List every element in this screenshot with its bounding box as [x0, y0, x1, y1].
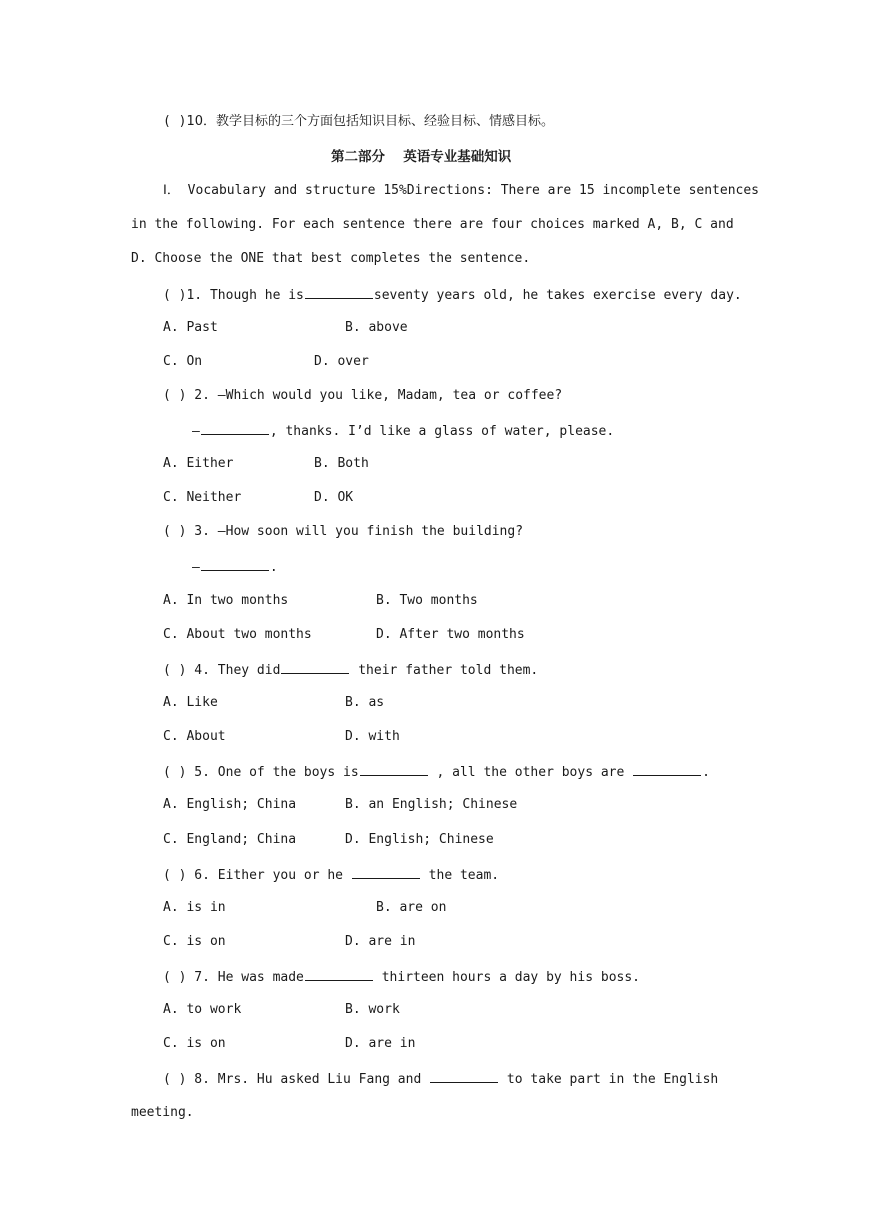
section-title: 第二部分 英语专业基础知识	[331, 149, 512, 165]
question-3-reply	[192, 557, 278, 575]
option-b: B. are on	[376, 900, 447, 915]
question-text: 10．教学目标的三个方面包括知识目标、经验目标、情感目标。	[186, 114, 555, 129]
question-10	[163, 113, 554, 131]
question-2-reply	[192, 421, 614, 439]
answer-blank	[201, 557, 269, 571]
question-6	[163, 865, 499, 883]
option-c: C. is on	[163, 934, 226, 949]
directions-line-3: D. Choose the ONE that best completes the sentence.	[131, 251, 531, 266]
question-stem-end: to take part in the English	[499, 1072, 719, 1087]
question-1	[163, 285, 742, 303]
answer-blank	[201, 421, 269, 435]
option-c: C. About	[163, 729, 226, 744]
option-a: A. is in	[163, 900, 226, 915]
answer-blank	[352, 865, 420, 879]
question-stem: ( ) 6. Either you or he	[163, 868, 351, 883]
option-d: D. over	[314, 354, 369, 369]
answer-blank-1	[360, 762, 428, 776]
option-a: A. English; China	[163, 797, 297, 812]
question-8	[163, 1069, 718, 1087]
question-stem: ( ) 4. They did	[163, 663, 281, 678]
option-d: D. English; Chinese	[345, 832, 494, 847]
question-2: ( ) 2. —Which would you like, Madam, tea or coffee?	[163, 388, 563, 403]
option-d: D. are in	[345, 934, 416, 949]
option-d: D. OK	[314, 490, 354, 505]
option-b: B. above	[345, 320, 408, 335]
question-stem: ( )1. Though he is	[163, 288, 304, 303]
answer-bracket: ( )	[163, 114, 187, 129]
question-3: ( ) 3. —How soon will you finish the building?	[163, 524, 524, 539]
question-stem-end: their father told them.	[350, 663, 539, 678]
answer-blank	[281, 660, 349, 674]
option-b: B. as	[345, 695, 385, 710]
directions-line-1: Ⅰ． Vocabulary and structure 15%Directions: There are 15 incomplete sentences	[163, 183, 760, 198]
dash: —	[192, 424, 200, 439]
question-stem-end: the team.	[420, 868, 500, 883]
option-c: C. About two months	[163, 627, 312, 642]
question-stem-end: seventy years old, he takes exercise every day.	[373, 288, 742, 303]
option-d: D. After two months	[376, 627, 525, 642]
question-stem: ( ) 5. One of the boys is	[163, 765, 359, 780]
question-7	[163, 967, 640, 985]
question-stem-mid: , all the other boys are	[428, 765, 633, 780]
directions-line-2: in the following. For each sentence there are four choices marked A, B, C and	[131, 217, 734, 232]
question-5	[163, 762, 710, 780]
reply-text: .	[269, 560, 278, 575]
option-a: A. Past	[163, 320, 218, 335]
option-d: D. with	[345, 729, 400, 744]
question-8-continuation: meeting.	[131, 1105, 194, 1120]
option-b: B. Both	[314, 456, 369, 471]
option-c: C. Neither	[163, 490, 242, 505]
option-c: C. England; China	[163, 832, 297, 847]
option-b: B. work	[345, 1002, 400, 1017]
option-a: A. Either	[163, 456, 234, 471]
option-a: A. In two months	[163, 593, 289, 608]
answer-blank	[305, 967, 373, 981]
reply-text: , thanks. I’d like a glass of water, please.	[269, 424, 615, 439]
option-b: B. an English; Chinese	[345, 797, 518, 812]
answer-blank-2	[633, 762, 701, 776]
question-stem: ( ) 8. Mrs. Hu asked Liu Fang and	[163, 1072, 430, 1087]
option-a: A. Like	[163, 695, 218, 710]
option-b: B. Two months	[376, 593, 478, 608]
question-stem: ( ) 7. He was made	[163, 970, 304, 985]
option-d: D. are in	[345, 1036, 416, 1051]
option-c: C. On	[163, 354, 203, 369]
option-c: C. is on	[163, 1036, 226, 1051]
answer-blank	[305, 285, 373, 299]
option-a: A. to work	[163, 1002, 242, 1017]
dash: —	[192, 560, 200, 575]
question-stem-end: .	[702, 765, 710, 780]
question-stem-end: thirteen hours a day by his boss.	[373, 970, 640, 985]
answer-blank	[430, 1069, 498, 1083]
question-4	[163, 660, 538, 678]
